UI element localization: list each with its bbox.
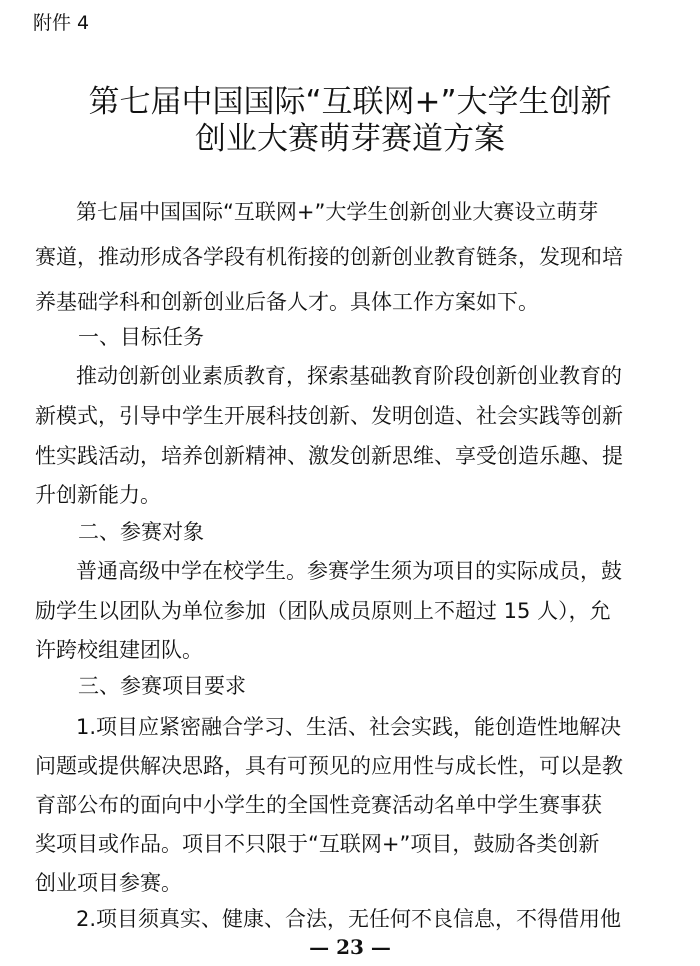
- body-line-5: 推动创新创业素质教育，探索基础教育阶段创新创业教育的: [76, 364, 622, 388]
- body-line-14: 1.项目应紧密融合学习、生活、社会实践，能创造性地解决: [76, 715, 622, 739]
- body-line-11: 励学生以团队为单位参加（团队成员原则上不超过 15 人），允: [35, 599, 611, 623]
- body-line-18: 创业项目参赛。: [35, 871, 182, 895]
- page-number: — 23 —: [309, 935, 391, 959]
- body-line-1: 第七届中国国际“互联网+”大学生创新创业大赛设立萌芽: [76, 200, 599, 224]
- body-line-7: 性实践活动，培养创新精神、激发创新思维、享受创造乐趣、提: [35, 444, 623, 468]
- body-line-12: 许跨校组建团队。: [35, 638, 203, 662]
- attachment-label: 附件 4: [33, 12, 90, 34]
- body-line-2: 赛道，推动形成各学段有机衔接的创新创业教育链条，发现和培: [35, 245, 623, 269]
- document-title-line-1: 第七届中国国际“互联网+”大学生创新: [88, 84, 612, 120]
- body-line-15: 问题或提供解决思路，具有可预见的应用性与成长性，可以是教: [35, 754, 623, 778]
- body-line-3: 养基础学科和创新创业后备人才。具体工作方案如下。: [35, 290, 539, 314]
- body-line-8: 升创新能力。: [35, 483, 161, 507]
- section-heading-goals: 一、目标任务: [78, 325, 204, 349]
- section-heading-requirements: 三、参赛项目要求: [78, 674, 246, 698]
- body-line-6: 新模式，引导中学生开展科技创新、发明创造、社会实践等创新: [35, 404, 623, 428]
- body-line-19: 2.项目须真实、健康、合法，无任何不良信息，不得借用他: [76, 907, 622, 931]
- section-heading-participants: 二、参赛对象: [78, 520, 204, 544]
- body-line-17: 奖项目或作品。项目不只限于“互联网+”项目，鼓励各类创新: [35, 832, 600, 856]
- body-line-10: 普通高级中学在校学生。参赛学生须为项目的实际成员，鼓: [76, 559, 622, 583]
- document-title-line-2: 创业大赛萌芽赛道方案: [195, 121, 505, 157]
- body-line-16: 育部公布的面向中小学生的全国性竞赛活动名单中学生赛事获: [35, 793, 602, 817]
